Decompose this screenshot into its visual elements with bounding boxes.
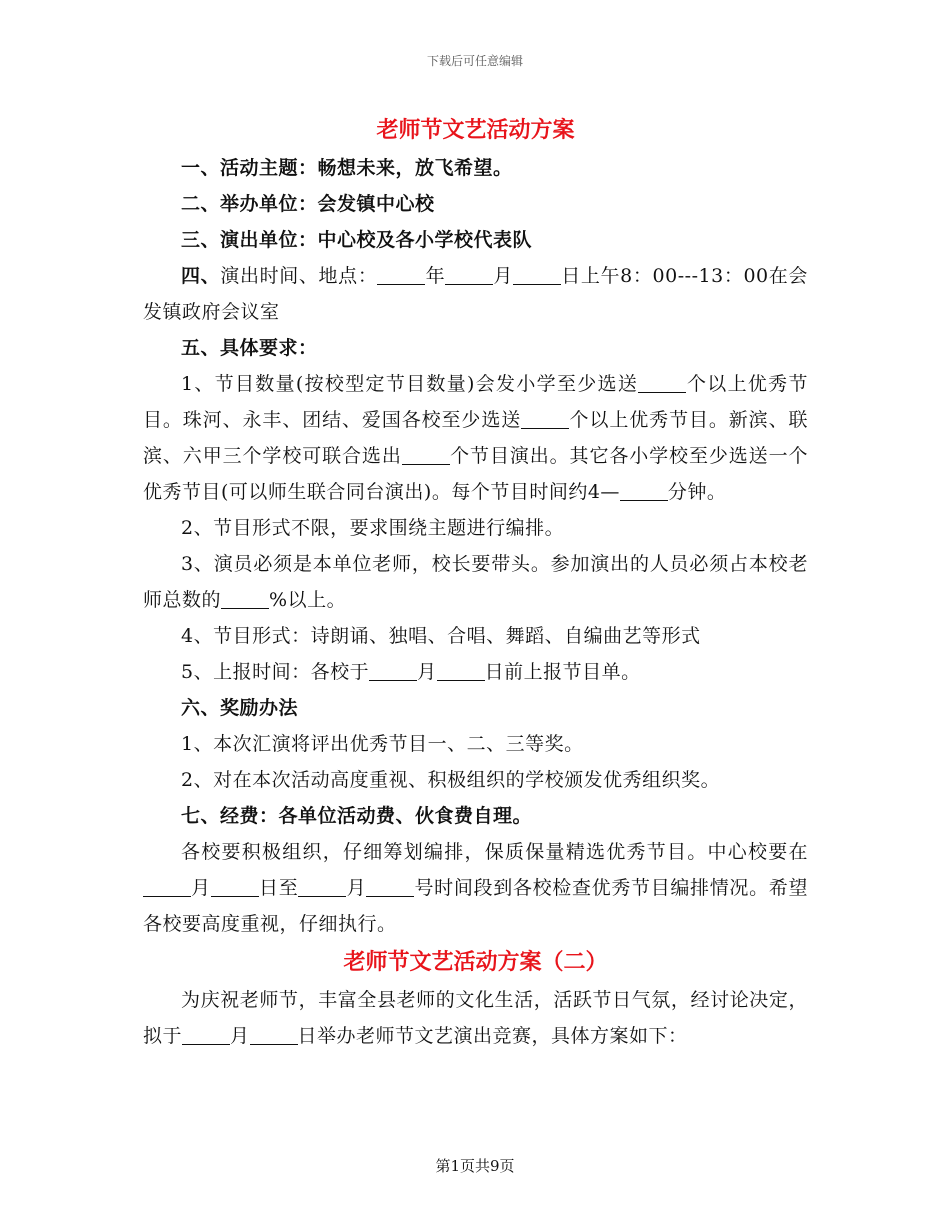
text-span: 日至 xyxy=(258,877,299,899)
fill-blank xyxy=(221,589,269,609)
section-requirements: 五、具体要求： xyxy=(181,337,318,359)
text-span: 日前上报节目单。 xyxy=(484,661,641,683)
page-footer: 第1页共9页 xyxy=(435,1157,515,1175)
requirement-2: 2、节目形式不限，要求围绕主题进行编排。 xyxy=(181,517,565,539)
text-span: 月 xyxy=(191,877,211,899)
second-title: 老师节文艺活动方案（二） xyxy=(343,949,608,975)
fill-blank xyxy=(366,877,414,897)
fill-blank xyxy=(182,1025,230,1045)
document-title: 老师节文艺活动方案 xyxy=(376,117,575,143)
fill-blank xyxy=(143,877,191,897)
section-time-place xyxy=(143,258,808,330)
text-span: 个以上优秀节目。珠河、永丰、团结、爱国各校至少选送 xyxy=(143,373,808,431)
document-body xyxy=(143,110,808,1054)
intro-paragraph xyxy=(143,982,808,1054)
requirement-5 xyxy=(143,654,808,690)
text-span: 演出时间、地点： xyxy=(220,265,378,287)
section-theme: 一、活动主题：畅想未来，放飞希望。 xyxy=(181,157,513,179)
text-span: 月 xyxy=(417,661,437,683)
award-1: 1、本次汇演将评出优秀节目一、二、三等奖。 xyxy=(181,733,584,755)
text-span: 1、节目数量(按校型定节目数量)会发小学至少选送 xyxy=(181,373,639,395)
text-span: %以上。 xyxy=(269,589,347,611)
section-funding: 七、经费：各单位活动费、伙食费自理。 xyxy=(181,805,533,827)
fill-blank xyxy=(638,373,686,393)
fill-blank xyxy=(437,661,485,681)
fill-blank xyxy=(402,445,450,465)
section-organizer: 二、举办单位：会发镇中心校 xyxy=(181,193,435,215)
text-span: 月 xyxy=(230,1025,250,1047)
text-span: 日上午8：00---13：00在会发镇政府会议室 xyxy=(143,265,808,323)
text-span: 5、上报时间：各校于 xyxy=(181,661,370,683)
text-span: 个节目演出。其它各小学校至少选送一个优秀节目(可以师生联合同台演出)。每个节目时间约4— xyxy=(143,445,808,503)
requirement-4: 4、节目形式：诗朗诵、独唱、合唱、舞蹈、自编曲艺等形式 xyxy=(181,625,701,647)
requirement-1 xyxy=(143,366,808,510)
fill-blank xyxy=(211,877,259,897)
page-header: 下载后可任意编辑 xyxy=(426,54,523,68)
text-span: 月 xyxy=(346,877,367,899)
fill-blank xyxy=(521,409,569,429)
closing-paragraph xyxy=(143,834,808,942)
award-2: 2、对在本次活动高度重视、积极组织的学校颁发优秀组织奖。 xyxy=(181,769,721,791)
text-span: 分钟。 xyxy=(667,481,727,503)
fill-blank xyxy=(298,877,346,897)
requirement-3 xyxy=(143,546,808,618)
text-span: 月 xyxy=(493,265,514,287)
text-span: 个以上优秀节目。新滨、联滨、六甲三个学校可联合选出 xyxy=(143,409,808,467)
fill-blank xyxy=(377,265,425,285)
fill-blank xyxy=(513,265,561,285)
fill-blank xyxy=(445,265,493,285)
fill-blank xyxy=(369,661,417,681)
text-span: 日举办老师节文艺演出竞赛，具体方案如下： xyxy=(297,1025,688,1047)
fill-blank xyxy=(620,481,668,501)
text-span: 为庆祝老师节，丰富全县老师的文化生活，活跃节日气氛，经讨论决定，拟于 xyxy=(143,989,808,1047)
text-span: 号时间段到各校检查优秀节目编排情况。希望各校要高度重视，仔细执行。 xyxy=(143,877,808,935)
section-number: 四、 xyxy=(181,265,221,287)
section-performers: 三、演出单位：中心校及各小学校代表队 xyxy=(181,229,533,251)
text-span: 年 xyxy=(425,265,446,287)
text-span: 各校要积极组织，仔细筹划编排，保质保量精选优秀节目。中心校要在 xyxy=(181,841,808,863)
text-span: 3、演员必须是本单位老师，校长要带头。参加演出的人员必须占本校老师总数的 xyxy=(143,553,808,611)
section-awards: 六、奖励办法 xyxy=(181,697,299,719)
fill-blank xyxy=(250,1025,298,1045)
